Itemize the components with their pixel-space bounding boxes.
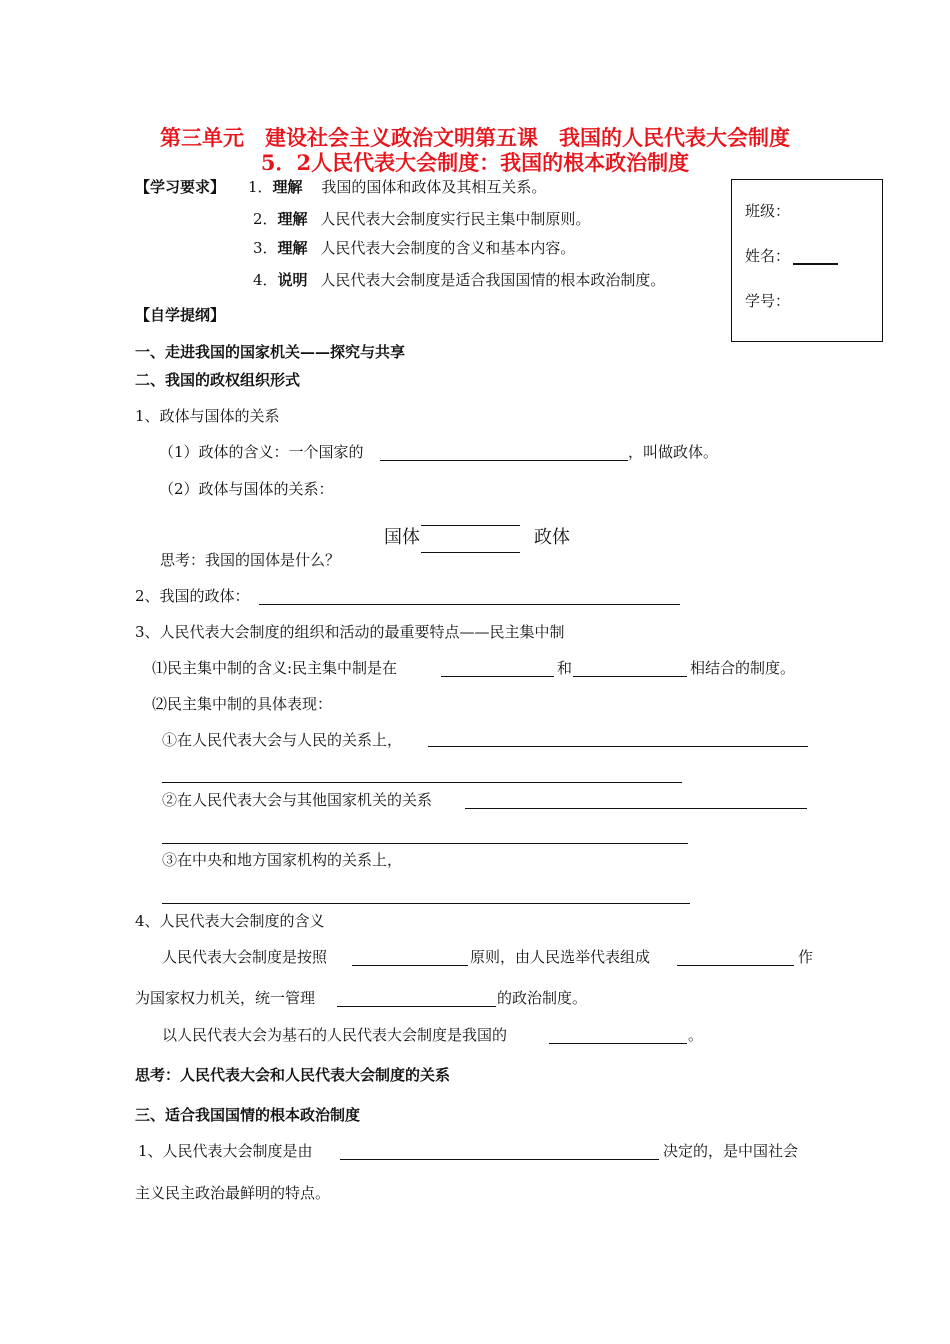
title-line-2: 5．2人民代表大会制度：我国的根本政治制度 [260,150,690,175]
item-number: 1． [248,178,273,196]
manifestation-3: ③在中央和地方国家机构的关系上， [162,851,403,869]
item-verb: 理解 [277,210,308,228]
section-3-item-1-a: 1、人民代表大会制度是由 [138,1142,313,1160]
npc-meaning-blank-2[interactable] [677,965,794,966]
diagram-bottom-line[interactable] [421,552,520,553]
item-text: 人民代表大会制度的含义和基本内容。 [320,239,576,257]
item-verb: 理解 [277,239,308,257]
dc-and: 和 [557,659,573,677]
polity-relation-label: （2）政体与国体的关系： [159,480,334,498]
item-text: 我国的国体和政体及其相互关系。 [321,178,547,196]
npc-meaning-blank-1[interactable] [352,965,468,966]
npc-meaning-b: 原则，由人民选举代表组成 [470,948,651,966]
democratic-centralism-def-prefix: ⑴民主集中制的含义:民主集中制是在 [152,659,398,677]
diagram-polity: 政体 [534,527,570,548]
manifestation-3-blank[interactable] [162,903,690,904]
polity-definition-suffix: ，叫做政体。 [628,443,719,461]
npc-meaning-c: 作 [798,948,814,966]
manifestation-1-blank-a[interactable] [428,746,808,747]
item-4-heading: 4、人民代表大会制度的含义 [135,912,325,930]
npc-meaning-a: 人民代表大会制度是按照 [162,948,328,966]
outline-heading: 【自学提纲】 [135,306,226,324]
name-blank[interactable] [793,263,838,265]
item-3-heading: 3、人民代表大会制度的组织和活动的最重要特点——民主集中制 [135,623,565,641]
manifestation-1: ①在人民代表大会与人民的关系上， [162,731,403,749]
npc-meaning-blank-3[interactable] [337,1006,496,1007]
manifestation-1-blank-b[interactable] [162,782,682,783]
section-1-heading: 一、走进我国的国家机关——探究与共享 [135,343,406,361]
npc-meaning-d: 为国家权力机关，统一管理 [135,989,316,1007]
diagram-top-line[interactable] [421,525,520,526]
diagram-state-system: 国体 [384,527,420,548]
title-line-1: 第三单元 建设社会主义政治文明第五课 我国的人民代表大会制度 [160,125,790,150]
dc-manifestations-label: ⑵民主集中制的具体表现： [152,695,333,713]
think-question-1: 思考：我国的国体是什么？ [160,551,341,569]
npc-meaning-blank-4[interactable] [549,1043,687,1044]
dc-blank-2[interactable] [573,676,687,677]
dc-def-suffix: 相结合的制度。 [690,659,796,677]
manifestation-2-blank-a[interactable] [465,808,807,809]
requirements-heading: 【学习要求】 [135,178,226,196]
requirement-item-2 [253,212,590,227]
item-number: 4． [253,271,278,289]
polity-definition-prefix: （1）政体的含义：一个国家的 [159,443,364,461]
item-verb: 理解 [272,178,303,196]
item-text: 人民代表大会制度是适合我国国情的根本政治制度。 [320,271,666,289]
item-1-heading: 1、政体与国体的关系 [135,407,280,425]
section-3-item-1-c: 主义民主政治最鲜明的特点。 [135,1184,331,1202]
student-id-label: 学号： [745,292,791,310]
think-question-2-text: 思考：人民代表大会和人民代表大会制度的关系 [135,1066,451,1084]
requirement-item-1 [248,180,546,195]
section-3-item-1-blank[interactable] [340,1159,659,1160]
npc-meaning-g: 。 [688,1026,704,1044]
polity-blank[interactable] [259,604,680,605]
item-verb: 说明 [277,271,308,289]
item-number: 3． [253,239,278,257]
section-2-heading: 二、我国的政权组织形式 [135,371,301,389]
requirement-item-4 [253,273,665,288]
section-3-heading: 三、适合我国国情的根本政治制度 [135,1106,361,1124]
item-text: 人民代表大会制度实行民主集中制原则。 [320,210,591,228]
name-label: 姓名： [745,247,791,265]
requirement-item-3 [253,241,575,256]
class-label: 班级： [745,202,791,220]
polity-definition-blank[interactable] [380,460,628,461]
think-question-2 [135,1068,450,1083]
item-number: 2． [253,210,278,228]
manifestation-2-blank-b[interactable] [162,843,688,844]
dc-blank-1[interactable] [441,676,554,677]
npc-meaning-e: 的政治制度。 [497,989,588,1007]
section-3-item-1-b: 决定的，是中国社会 [663,1142,799,1160]
npc-meaning-f: 以人民代表大会为基石的人民代表大会制度是我国的 [162,1026,508,1044]
item-2-label: 2、我国的政体： [135,587,250,605]
manifestation-2: ②在人民代表大会与其他国家机关的关系 [162,791,433,809]
